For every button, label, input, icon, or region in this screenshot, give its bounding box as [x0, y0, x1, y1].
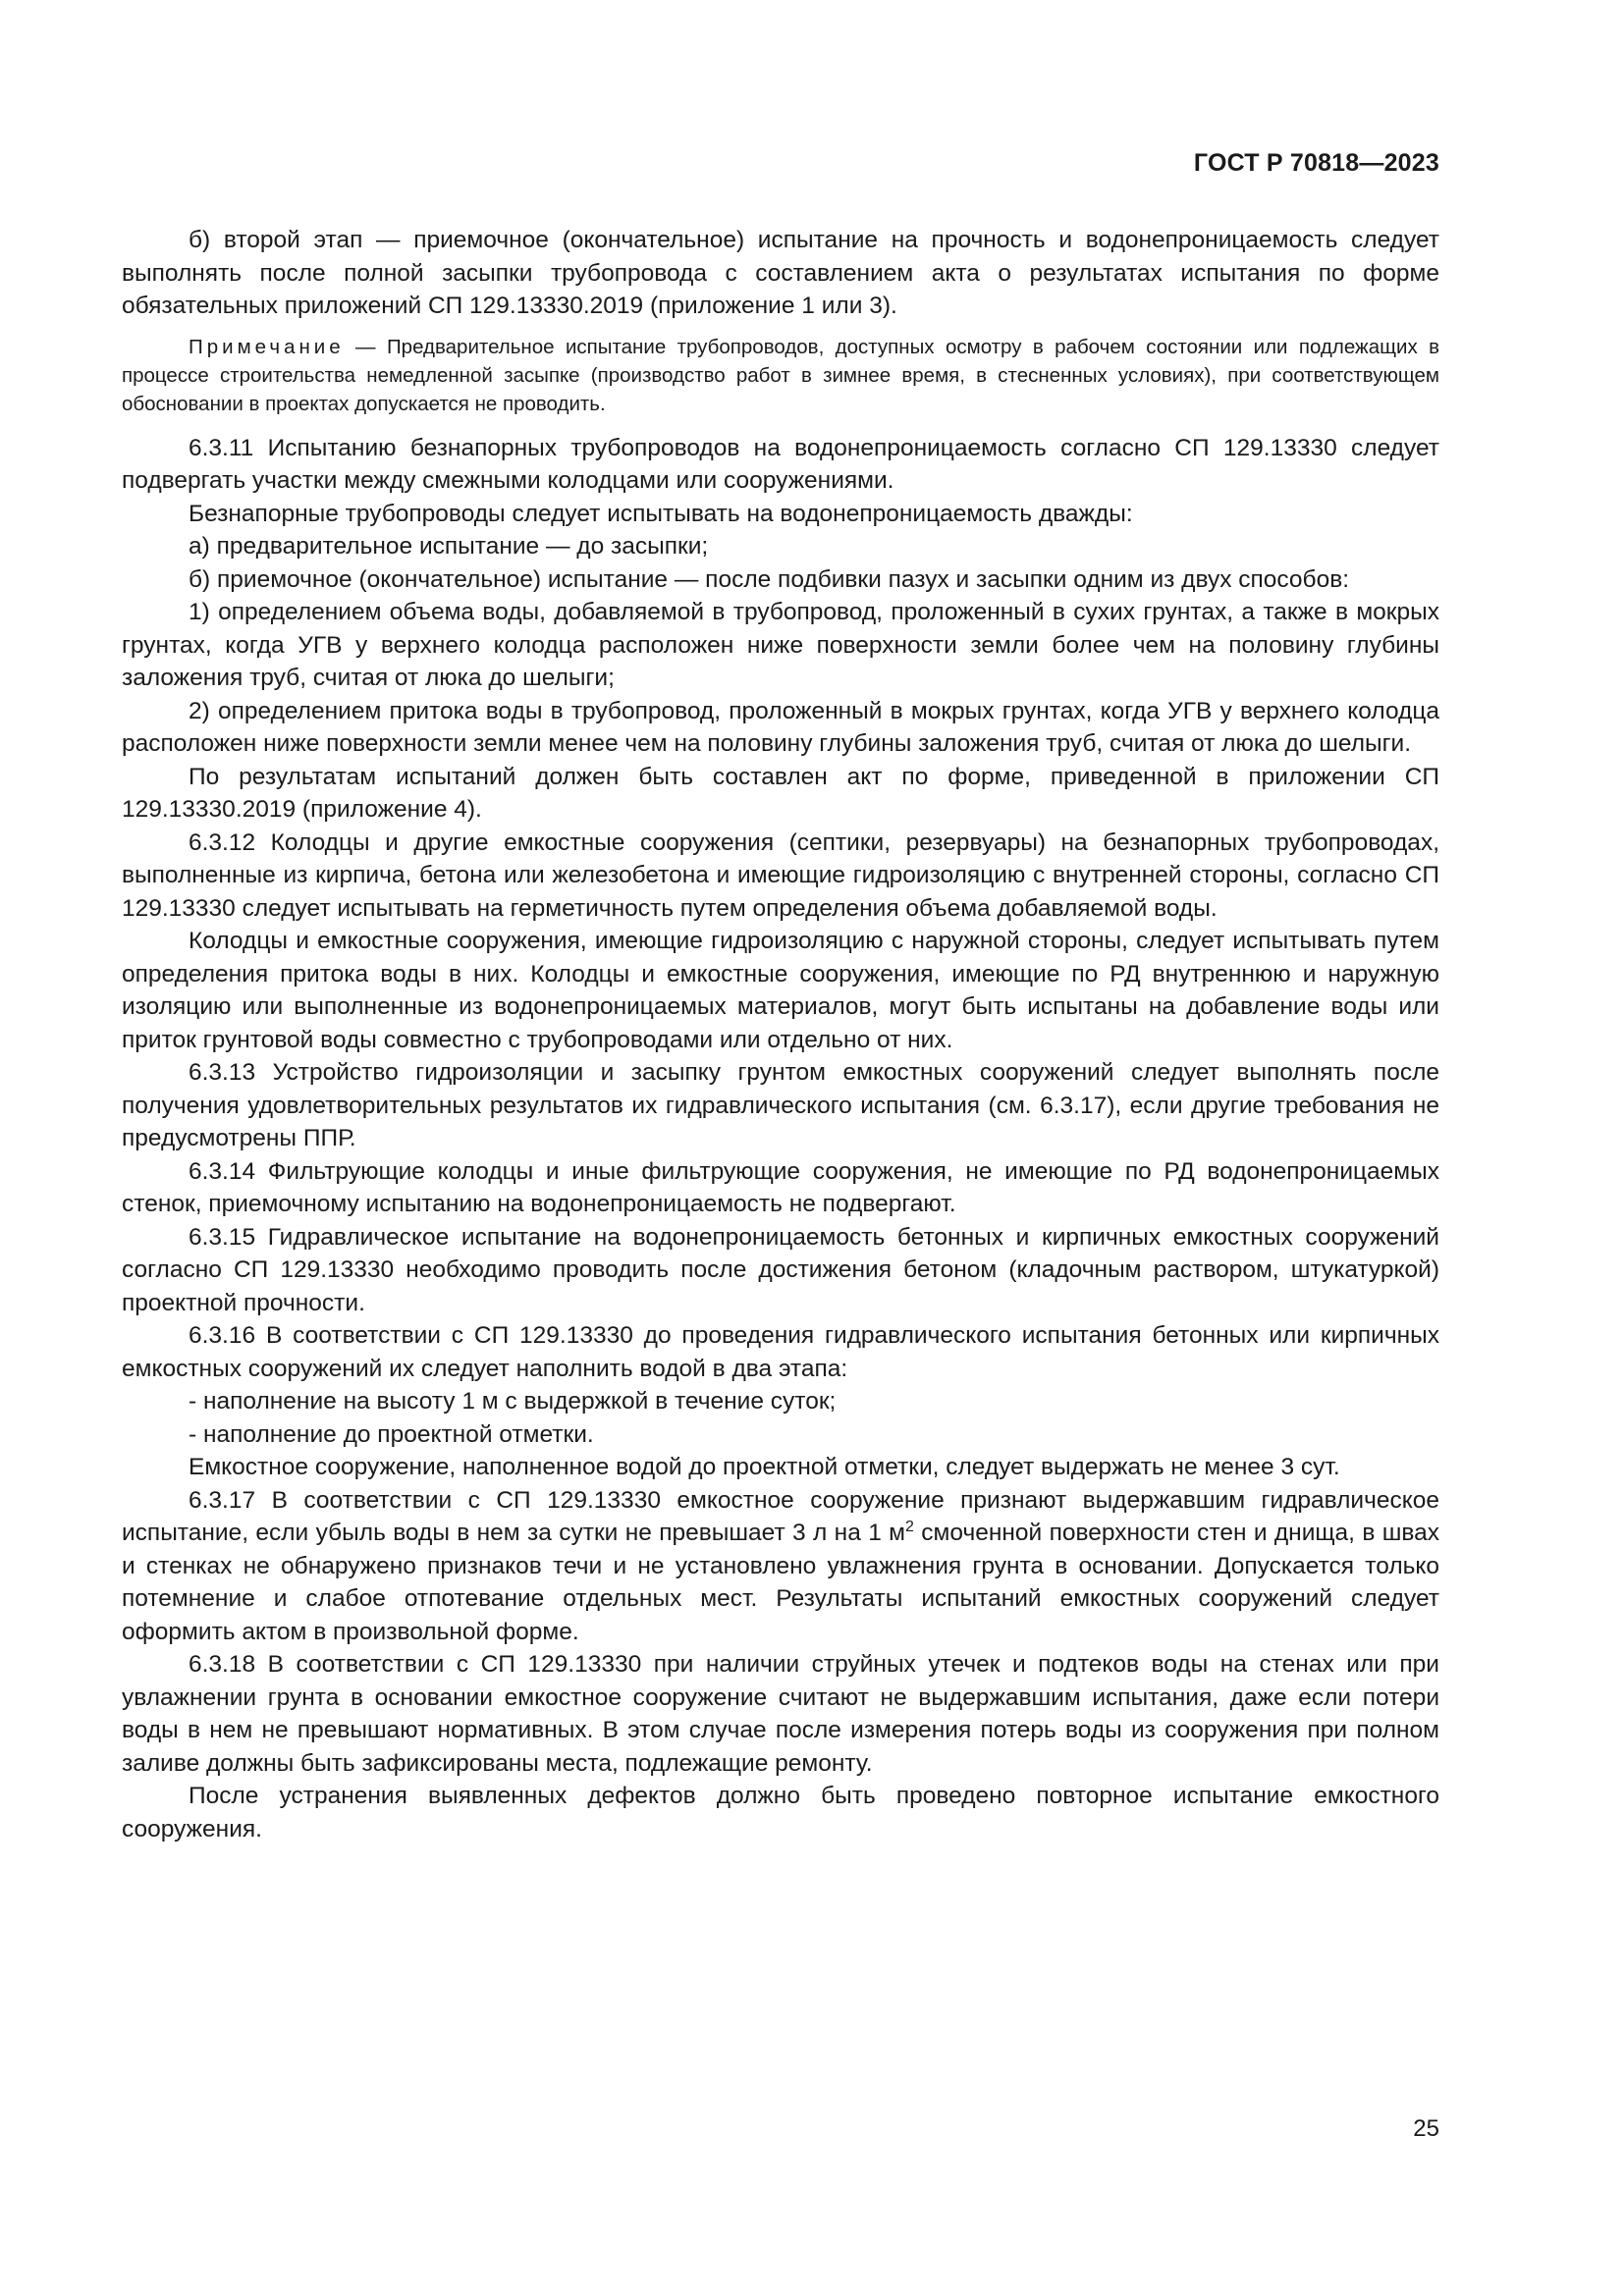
paragraph-6-3-15: 6.3.15 Гидравлическое испытание на водонепроницаемость бетонных и кирпичных емкостных сооружений согласно СП 129.13330 необходимо проводить после достижения бетоном (кладочным раствором, штукатуркой) проектной прочности. [122, 1223, 1439, 1316]
paragraph-6-3-17 [122, 1484, 1439, 1649]
page-number: 25 [1413, 2115, 1439, 2142]
dash-item-1: - наполнение на высоту 1 м с выдержкой в течение суток; [189, 1388, 837, 1415]
paragraph-6-3-16: 6.3.16 В соответствии с СП 129.13330 до проведения гидравлического испытания бетонных или кирпичных емкостных сооружений их следует наполнить водой в два этапа: [122, 1322, 1439, 1382]
dash-item-2: - наполнение до проектной отметки. [189, 1420, 594, 1448]
paragraph-stage-two: б) второй этап — приемочное (окончательное) испытание на прочность и водонепроницаемость следует выполнять после полной засыпки трубопровода с составлением акта о результатах испытания по форме обязательных приложений СП 129.13330.2019 (приложение 1 или 3). [122, 227, 1439, 319]
paragraph-wells: Колодцы и емкостные сооружения, имеющие гидроизоляцию с наружной стороны, следует испытывать путем определения притока воды в них. Колодцы и емкостные сооружения, имеющие по РД внутреннюю и наружную изоляцию или выполненные из водонепроницаемых материалов, могут быть испытаны на добавление воды или приток грунтовой воды совместно с трубопроводами или отдельно от них. [122, 928, 1439, 1053]
document-code-header: ГОСТ Р 70818—2023 [1193, 149, 1439, 177]
note-text: — Предварительное испытание трубопроводов, доступных осмотру в рабочем состоянии или подлежащих в процессе строительства немедленной засыпке (производство работ в зимнее время, в стесненных условиях), при соответствующем обосновании в проектах допускается не проводить. [122, 335, 1439, 415]
list-item-2: 2) определением притока воды в трубопровод, проложенный в мокрых грунтах, когда УГВ у верхнего колодца расположен ниже поверхности земли менее чем на половину глубины заложения труб, считая от люка до шелыги. [122, 697, 1439, 757]
list-item-a: а) предварительное испытание — до засыпки; [189, 533, 709, 560]
paragraph-hold: Емкостное сооружение, наполненное водой до проектной отметки, следует выдержать не менее 3 сут. [189, 1454, 1340, 1480]
paragraph-6-3-14: 6.3.14 Фильтрующие колодцы и иные фильтрующие сооружения, не имеющие по РД водонепроницаемых стенок, приемочному испытанию на водонепроницаемость не подвергают. [122, 1157, 1439, 1217]
paragraph-results-act: По результатам испытаний должен быть составлен акт по форме, приведенной в приложении СП 129.13330.2019 (приложение 4). [122, 763, 1439, 823]
list-item-1: 1) определением объема воды, добавляемой в трубопровод, проложенный в сухих грунтах, а также в мокрых грунтах, когда УГВ у верхнего колодца расположен ниже поверхности земли более чем на половину глубины заложения труб, считая от люка до шелыги; [122, 599, 1439, 691]
paragraph-test-twice: Безнапорные трубопроводы следует испытывать на водонепроницаемость дважды: [189, 500, 1133, 527]
paragraph-6-3-13: 6.3.13 Устройство гидроизоляции и засыпку грунтом емкостных сооружений следует выполнять после получения удовлетворительных результатов их гидравлического испытания (см. 6.3.17), если другие требования не предусмотрены ППР. [122, 1059, 1439, 1151]
paragraph-6-3-12: 6.3.12 Колодцы и другие емкостные сооружения (септики, резервуары) на безнапорных трубопроводах, выполненные из кирпича, бетона или железобетона и имеющие гидроизоляцию с внутренней стороны, согласно СП 129.13330 следует испытывать на герметичность путем определения объема добавляемой воды. [122, 828, 1439, 922]
paragraph-6-3-17-part-a: 6.3.17 В соответствии с СП 129.13330 емкостное сооружение признают выдержавшим гидравлическое испытание, если убыль воды в нем за сутки не превышает 3 л на 1 м [122, 1486, 1439, 1546]
paragraph-6-3-11: 6.3.11 Испытанию безнапорных трубопроводов на водонепроницаемость согласно СП 129.13330 следует подвергать участки между смежными колодцами или сооружениями. [122, 434, 1439, 494]
list-item-b: б) приемочное (окончательное) испытание — после подбивки пазух и засыпки одним из двух способов: [189, 565, 1350, 593]
note-label: Примечание [189, 335, 345, 358]
document-body [122, 224, 1439, 1845]
superscript-2: 2 [905, 1518, 914, 1535]
paragraph-6-3-18: 6.3.18 В соответствии с СП 129.13330 при наличии струйных утечек и подтеков воды на стенах или при увлажнении грунта в основании емкостное сооружение считают не выдержавшим испытания, даже если потери воды в нем не превышают нормативных. В этом случае после измерения потерь воды из сооружения при полном заливе должны быть зафиксированы места, подлежащие ремонту. [122, 1651, 1439, 1777]
note [122, 333, 1439, 418]
paragraph-6-3-17-part-b: смоченной поверхности стен и днища, в швах и стенках не обнаружено признаков течи и не установлено увлажнения грунта в основании. Допускается только потемнение и слабое отпотевание отдельных мест. Результаты испытаний емкостных сооружений следует оформить актом в произвольной форме. [122, 1520, 1439, 1645]
paragraph-repeat-test: После устранения выявленных дефектов должно быть проведено повторное испытание емкостного сооружения. [122, 1783, 1439, 1842]
